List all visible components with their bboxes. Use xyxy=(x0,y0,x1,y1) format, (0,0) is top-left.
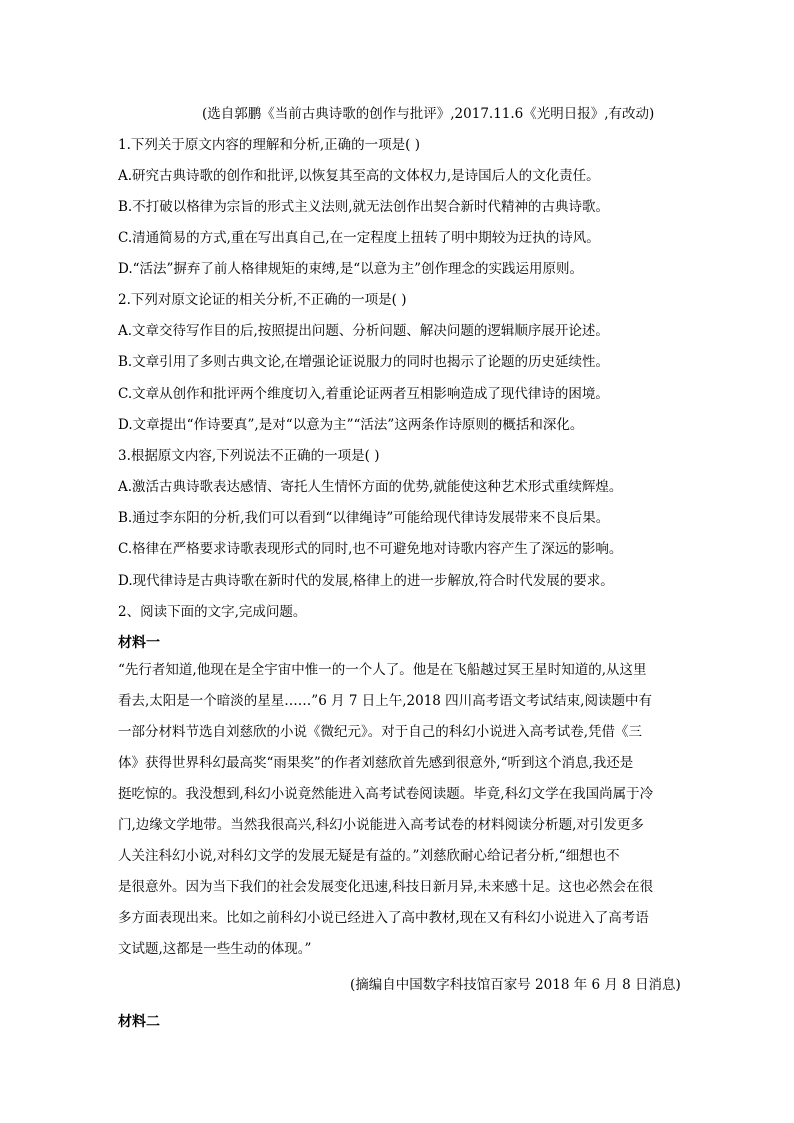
material-1-line: 挺吃惊的。我没想到,科幻小说竟然能进入高考试卷阅读题。毕竟,科幻文学在我国尚属于冷 xyxy=(118,786,654,802)
material-2-heading: 材料二 xyxy=(118,1014,160,1030)
material-1-line: 多方面表现出来。比如之前科幻小说已经进入了高中教材,现在又有科幻小说进入了高考语 xyxy=(118,910,649,926)
question-1-stem: 1.下列关于原文内容的理解和分析,正确的一项是( ) xyxy=(118,137,420,153)
question-3-option-b: B.通过李东阳的分析,我们可以看到“以律绳诗”可能给现代律诗发展带来不良后果。 xyxy=(118,510,610,526)
question-1-option-d: D.“活法”摒弃了前人格律规矩的束缚,是“以意为主”创作理念的实践运用原则。 xyxy=(118,261,584,277)
question-3-option-a: A.激活古典诗歌表达感情、寄托人生情怀方面的优势,就能使这种艺术形式重续辉煌。 xyxy=(118,479,623,495)
question-2-option-a: A.文章交待写作目的后,按照提出问题、分析问题、解决问题的逻辑顺序展开论述。 xyxy=(118,323,609,339)
question-3-stem: 3.根据原文内容,下列说法不正确的一项是( ) xyxy=(118,448,380,464)
material-1-line: 看去,太阳是一个暗淡的星星……”6 月 7 日上午,2018 四川高考语文考试结束,阅读题中有 xyxy=(118,693,652,709)
question-1-option-c: C.清通简易的方式,重在写出真自己,在一定程度上扭转了明中期较为迂执的诗风。 xyxy=(118,230,600,246)
section-2-title: 2、阅读下面的文字,完成问题。 xyxy=(118,604,307,620)
question-1-option-a: A.研究古典诗歌的创作和批评,以恢复其至高的文体权力,是诗国后人的文化责任。 xyxy=(118,168,600,184)
question-2-option-d: D.文章提出“作诗要真”,是对“以意为主”“活法”这两条作诗原则的概括和深化。 xyxy=(118,417,584,433)
material-1-line: “先行者知道,他现在是全宇宙中惟一的一个人了。他是在飞船越过冥王星时知道的,从这里 xyxy=(118,662,647,678)
material-1-line: 文试题,这都是一些生动的体现。” xyxy=(118,941,312,957)
question-2-stem: 2.下列对原文论证的相关分析,不正确的一项是( ) xyxy=(118,292,407,308)
source-citation-bottom: (摘编自中国数字科技馆百家号 2018 年 6 月 8 日消息) xyxy=(350,977,681,993)
material-1-line: 门,边缘文学地带。当然我很高兴,科幻小说能进入高考试卷的材料阅读分析题,对引发更多 xyxy=(118,817,644,833)
material-1-line: 体》获得世界科幻最高奖“雨果奖”的作者刘慈欣首先感到很意外,“听到这个消息,我还是 xyxy=(118,755,634,771)
question-1-option-b: B.不打破以格律为宗旨的形式主义法则,就无法创作出契合新时代精神的古典诗歌。 xyxy=(118,199,610,215)
material-1-line: 一部分材料节选自刘慈欣的小说《微纪元》。对于自己的科幻小说进入高考试卷,凭借《三 xyxy=(118,724,643,740)
material-1-line: 人关注科幻小说,对科幻文学的发展无疑是有益的。”刘慈欣耐心给记者分析,“细想也不 xyxy=(118,848,620,864)
question-2-option-c: C.文章从创作和批评两个维度切入,着重论证两者互相影响造成了现代律诗的困境。 xyxy=(118,386,609,402)
material-1-line: 是很意外。因为当下我们的社会发展变化迅速,科技日新月异,未来感十足。这也必然会在很 xyxy=(118,879,654,895)
question-3-option-d: D.现代律诗是古典诗歌在新时代的发展,格律上的进一步解放,符合时代发展的要求。 xyxy=(118,573,614,589)
material-1-heading: 材料一 xyxy=(118,635,160,651)
question-2-option-b: B.文章引用了多则古典文论,在增强论证说服力的同时也揭示了论题的历史延续性。 xyxy=(118,354,610,370)
question-3-option-c: C.格律在严格要求诗歌表现形式的同时,也不可避免地对诗歌内容产生了深远的影响。 xyxy=(118,541,623,557)
source-citation-top: (选自郭鹏《当前古典诗歌的创作与批评》,2017.11.6《光明日报》,有改动) xyxy=(202,106,655,122)
